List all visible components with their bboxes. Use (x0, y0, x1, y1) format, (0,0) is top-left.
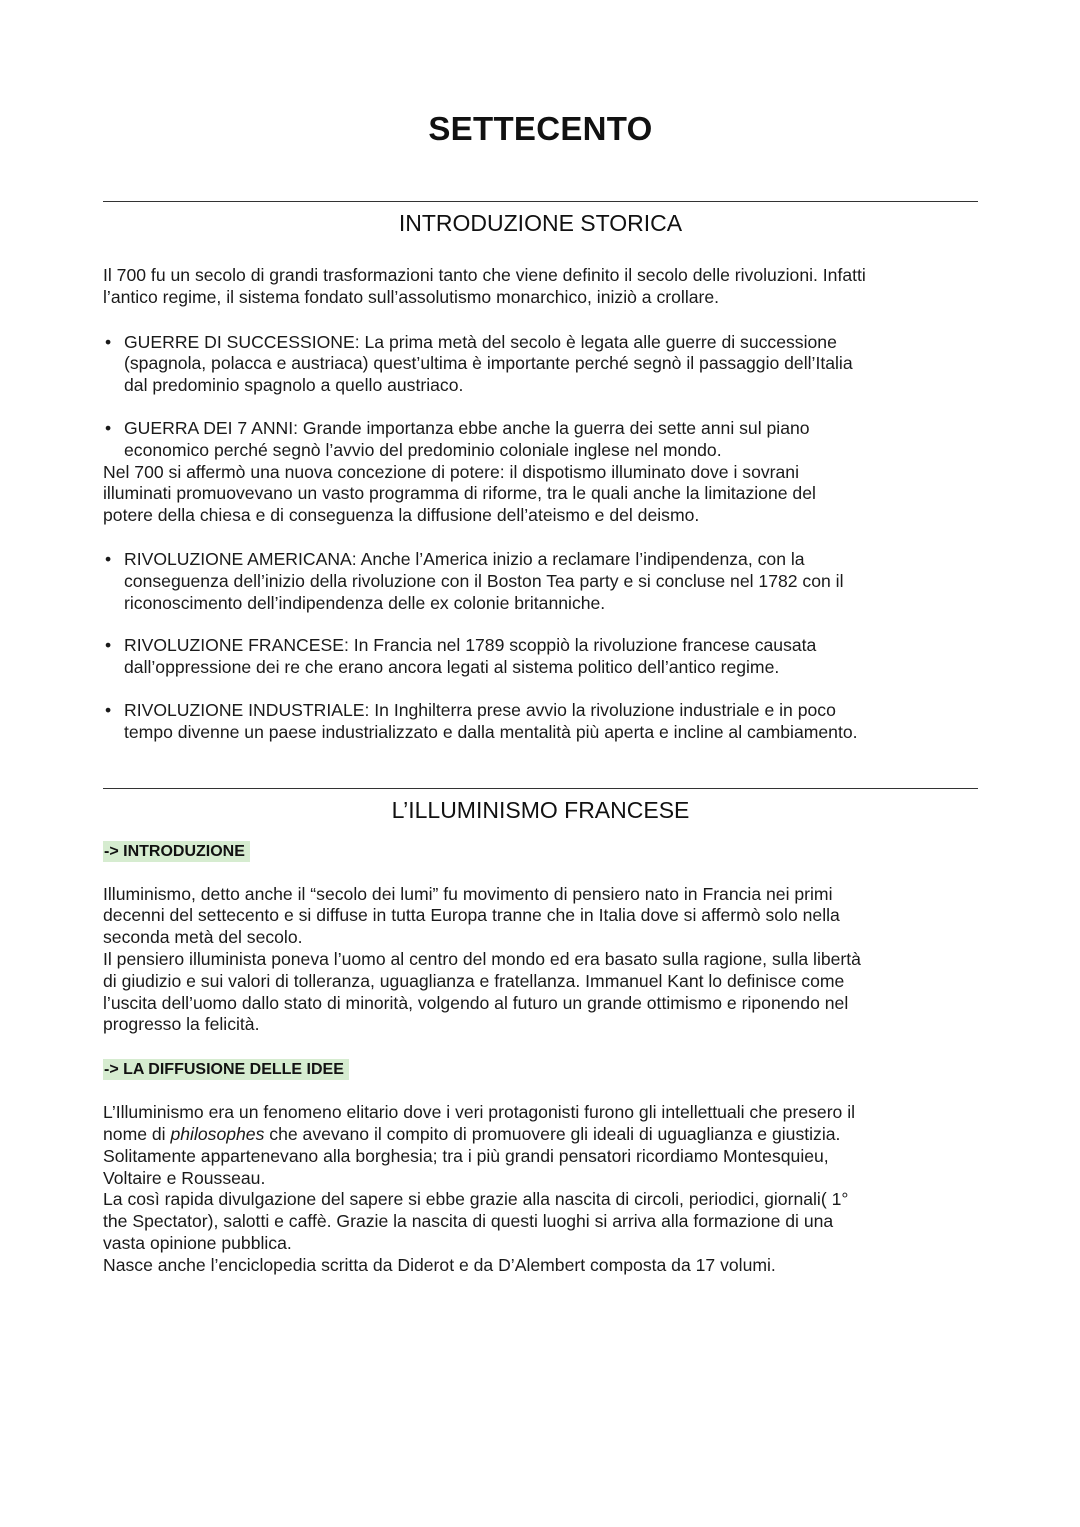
bullet-icon: • (105, 548, 112, 569)
bullet-icon: • (105, 417, 112, 438)
section-divider (103, 788, 978, 789)
section-heading-illuminismo-francese: L’ILLUMINISMO FRANCESE (391, 796, 690, 823)
list-item-guerra-dei-7-anni: • GUERRA DEI 7 ANNI: Grande importanza ebbe anche la guerra dei sette anni sul piano economico perché segnò l’avvio del predominio coloniale inglese nel mondo. (105, 417, 810, 460)
list-item-rivoluzione-industriale: • RIVOLUZIONE INDUSTRIALE: In Inghilterra prese avvio la rivoluzione industriale e in poco tempo divenne un paese industrializzato e dalla mentalità più aperta e incline al cambiamento. (105, 699, 858, 742)
paragraph-illuminismo-intro: Illuminismo, detto anche il “secolo dei lumi” fu movimento di pensiero nato in Francia nei primi decenni del settecento e si diffuse in tutta Europa tranne che in Italia dove si affermò solo nella seconda metà del secolo. Il pensiero illuminista poneva l’uomo al centro del mondo ed era basato sulla ragione, sulla libertà di giudizio e sui valori di tolleranza, uguaglianza e fratellanza. Immanuel Kant lo definisce come l’uscita dell’uomo dallo stato di minorità, volgendo al futuro un grande ottimismo e riponendo nel progresso la felicità. (103, 883, 861, 1035)
paragraph-intro: Il 700 fu un secolo di grandi trasformazioni tanto che viene definito il secolo delle rivoluzioni. Infatti l’antico regime, il sistema fondato sull’assolutismo monarchico, iniziò a crollare. (103, 265, 866, 307)
bullet-list-2 (103, 549, 978, 744)
list-item-rivoluzione-americana: • RIVOLUZIONE AMERICANA: Anche l’America inizio a reclamare l’indipendenza, con la conseguenza dell’inizio della rivoluzione con il Boston Tea party e si concluse nel 1782 con il riconoscimento dell’indipendenza delle ex colonie britanniche. (105, 548, 844, 613)
list-item-rivoluzione-francese: • RIVOLUZIONE FRANCESE: In Francia nel 1789 scoppiò la rivoluzione francese causata dall’oppressione dei re che erano ancora legati al sistema politico dell’antico regime. (105, 635, 817, 678)
section-heading-introduzione-storica: INTRODUZIONE STORICA (398, 210, 683, 236)
subheading-introduzione: -> INTRODUZIONE (103, 841, 250, 862)
document-title: SETTECENTO (428, 110, 653, 147)
subheading-diffusione-idee: -> LA DIFFUSIONE DELLE IDEE (103, 1059, 349, 1080)
paragraph-dispotismo: Nel 700 si affermò una nuova concezione di potere: il dispotismo illuminato dove i sovrani illuminati promuovevano un vasto programma di riforme, tra le quali anche la limitazione del potere della chiesa e di conseguenza la diffusione dell’ateismo e del deismo. (103, 461, 816, 526)
bullet-list-1 (103, 332, 978, 462)
bullet-icon: • (105, 635, 112, 656)
bullet-icon: • (105, 331, 112, 352)
italic-term-philosophes: philosophes (170, 1123, 265, 1144)
document-page (103, 0, 978, 1277)
subheading-row-introduzione (103, 841, 978, 862)
bullet-icon: • (105, 699, 112, 720)
subheading-row-diffusione (103, 1059, 978, 1080)
section-divider (103, 201, 978, 202)
paragraph-diffusione: L’Illuminismo era un fenomeno elitario dove i veri protagonisti furono gli intellettuali che presero il nome di philosophes che avevano il compito di promuovere gli ideali di uguaglianza e giustizia. Solitamente appartenevano alla borghesia; tra i più grandi pensatori ricordiamo Montesquieu, Voltaire e Rousseau. La così rapida divulgazione del sapere si ebbe grazie alla nascita di circoli, periodici, giornali( 1° the Spectator), salotti e caffè. Grazie la nascita di questi luoghi si arriva alla formazione di una vasta opinione pubblica. Nasce anche l’enciclopedia scritta da Diderot e da D’Alembert composta da 17 volumi. (103, 1102, 856, 1275)
list-item-guerre-di-successione: • GUERRE DI SUCCESSIONE: La prima metà del secolo è legata alle guerre di successione (spagnola, polacca e austriaca) quest’ultima è importante perché segnò il passaggio dell’Italia dal predominio spagnolo a quello austriaco. (105, 331, 853, 396)
